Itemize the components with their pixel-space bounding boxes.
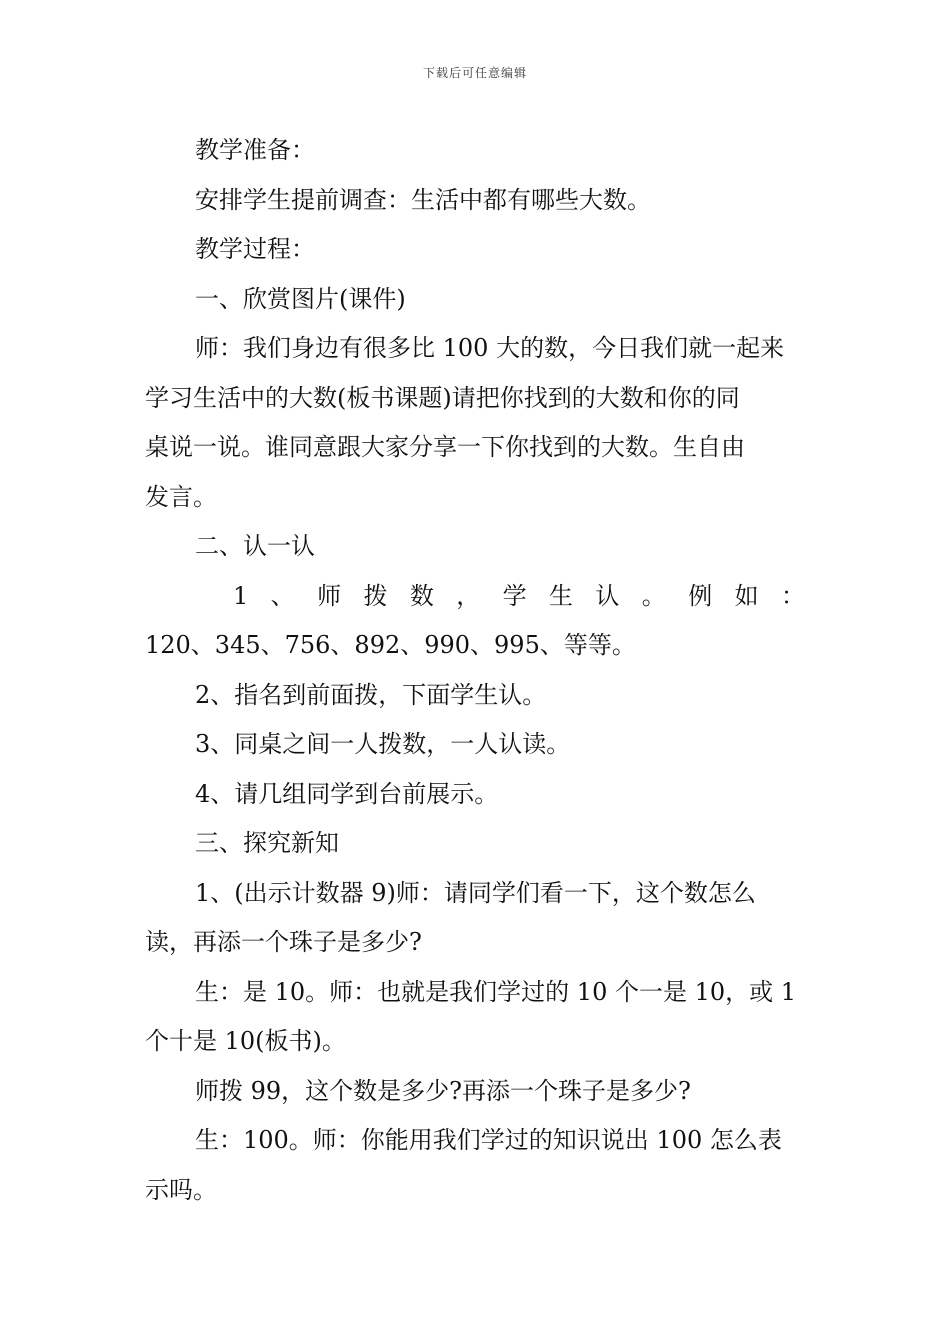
- justified-char: 如: [734, 581, 759, 610]
- paragraph-line: 生：100。师：你能用我们学过的知识说出 100 怎么表: [195, 1126, 782, 1154]
- paragraph-line: 安排学生提前调查：生活中都有哪些大数。: [195, 185, 651, 214]
- section-heading: 一、欣赏图片(课件): [195, 284, 406, 313]
- paragraph-line: 4、请几组同学到台前展示。: [195, 779, 499, 808]
- section-heading: 二、认一认: [195, 532, 315, 560]
- justified-char: 拨: [363, 581, 388, 610]
- paragraph-line: 师：我们身边有很多比 100 大的数，今日我们就一起来: [195, 334, 785, 362]
- justified-char: 学: [502, 581, 527, 610]
- justified-char: 、: [270, 581, 295, 610]
- paragraph-line: 桌说一说。谁同意跟大家分享一下你找到的大数。生自由: [145, 433, 745, 461]
- justified-char: 生: [549, 581, 574, 610]
- justified-char: 1: [233, 581, 249, 610]
- justified-char: 认: [595, 581, 620, 610]
- justified-char: 师: [317, 581, 342, 610]
- document-body: [145, 126, 805, 1215]
- justified-line: [145, 572, 805, 622]
- paragraph-line: 120、345、756、892、990、995、等等。: [145, 631, 636, 659]
- paragraph-line: 师拨 99，这个数是多少?再添一个珠子是多少?: [195, 1076, 691, 1105]
- paragraph-line: 3、同桌之间一人拨数，一人认读。: [195, 730, 571, 758]
- page-header: 下载后可任意编辑: [422, 66, 527, 80]
- justified-char: 。: [641, 581, 666, 610]
- paragraph-line: 示吗。: [145, 1175, 217, 1204]
- paragraph-line: 2、指名到前面拨，下面学生认。: [195, 680, 547, 709]
- paragraph-line: 教学准备：: [195, 136, 315, 164]
- paragraph-line: 1、(出示计数器 9)师：请同学们看一下，这个数怎么: [195, 878, 756, 907]
- paragraph-line: 教学过程：: [195, 235, 315, 263]
- justified-char: ，: [456, 581, 481, 610]
- paragraph-line: 发言。: [145, 482, 217, 511]
- paragraph-line: 读，再添一个珠子是多少?: [145, 928, 422, 956]
- paragraph-line: 生：是 10。师：也就是我们学过的 10 个一是 10，或 1: [195, 977, 797, 1006]
- justified-char: ：: [780, 581, 805, 610]
- justified-char: 数: [409, 581, 434, 610]
- section-heading: 三、探究新知: [195, 829, 339, 857]
- justified-char: 例: [688, 581, 713, 610]
- paragraph-line: 学习生活中的大数(板书课题)请把你找到的大数和你的同: [145, 383, 740, 412]
- paragraph-line: 个十是 10(板书)。: [145, 1027, 346, 1055]
